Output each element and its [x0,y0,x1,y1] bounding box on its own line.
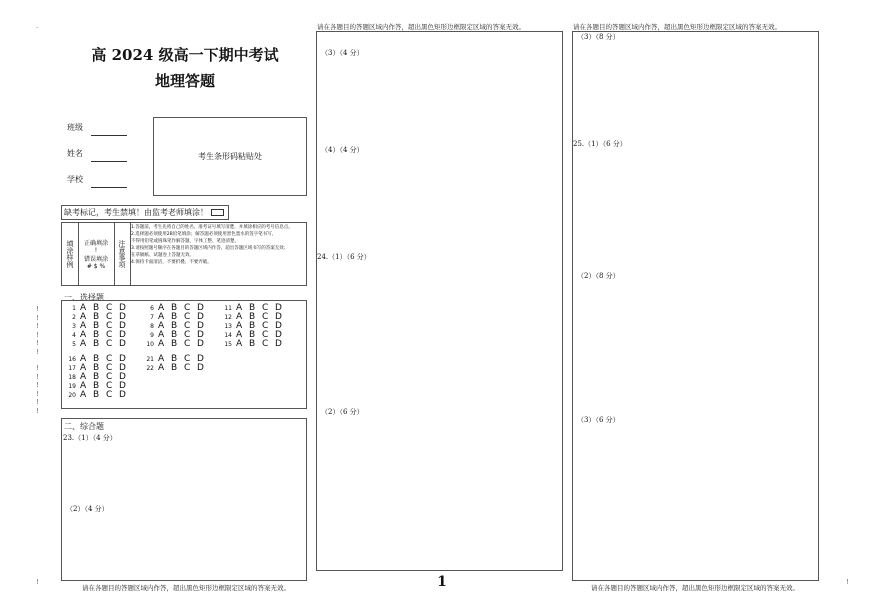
option-bubble-d[interactable]: D [119,354,126,364]
option-bubble-a[interactable]: A [158,312,165,322]
option-bubble-c[interactable]: C [106,339,113,349]
option-bubble-b[interactable]: B [93,381,100,391]
edge-tick-top: . [36,22,39,30]
option-bubble-d[interactable]: D [197,303,204,313]
option-bubble-b[interactable]: B [93,339,100,349]
choice-question-row [64,340,132,349]
q25-part2-label: （2）（8 分） [577,272,620,280]
option-bubble-c[interactable]: C [262,321,269,331]
q24-part3-label: （3）（8 分） [577,33,620,41]
option-bubble-a[interactable]: A [80,354,87,364]
question-number: 2 [72,314,76,321]
question-number: 22 [146,365,154,372]
option-bubble-d[interactable]: D [197,312,204,322]
option-bubble-b[interactable]: B [171,330,178,340]
option-bubble-d[interactable]: D [275,330,282,340]
question-number: 19 [68,383,76,390]
q23-part1-label: 23.（1）（4 分） [63,434,117,442]
option-bubble-d[interactable]: D [119,303,126,313]
option-bubble-a[interactable]: A [80,303,87,313]
question-number: 20 [68,392,76,399]
option-bubble-b[interactable]: B [93,312,100,322]
q23-part3-label: （3）（4 分） [321,49,364,57]
option-bubble-c[interactable]: C [184,330,191,340]
absent-notice: 缺考标记，考生禁填！由监考老师填涂！ [64,208,208,217]
option-bubble-d[interactable]: D [119,312,126,322]
option-bubble-a[interactable]: A [80,381,87,391]
question-number: 6 [150,305,154,312]
question-number: 17 [68,365,76,372]
option-bubble-d[interactable]: D [275,303,282,313]
option-bubble-b[interactable]: B [171,363,178,373]
option-bubble-a[interactable]: A [80,339,87,349]
class-field[interactable] [91,126,127,136]
option-bubble-b[interactable]: B [171,303,178,313]
option-bubble-c[interactable]: C [262,303,269,313]
notes-label: 注意事项 [114,223,131,285]
option-bubble-c[interactable]: C [184,321,191,331]
option-bubble-b[interactable]: B [171,312,178,322]
option-bubble-c[interactable]: C [106,390,113,400]
option-bubble-d[interactable]: D [119,330,126,340]
option-bubble-b[interactable]: B [171,354,178,364]
option-bubble-a[interactable]: A [80,312,87,322]
option-bubble-d[interactable]: D [119,321,126,331]
option-bubble-a[interactable]: A [158,339,165,349]
option-bubble-d[interactable]: D [119,372,126,382]
question-number: 9 [150,332,154,339]
option-bubble-c[interactable]: C [262,330,269,340]
option-bubble-d[interactable]: D [197,330,204,340]
answer-box-col3 [572,31,819,581]
q24-part2-label: （2）（6 分） [321,408,364,416]
option-bubble-a[interactable]: A [158,321,165,331]
question-number: 10 [146,341,154,348]
q25-part1-label: 25.（1）（6 分） [573,140,627,148]
option-bubble-a[interactable]: A [80,372,87,382]
option-bubble-a[interactable]: A [80,363,87,373]
hint-col1-bottom: 请在各题目的答题区域内作答，超出黑色矩形边框限定区域的答案无效。 [82,584,290,592]
question-number: 14 [224,332,232,339]
option-bubble-d[interactable]: D [197,321,204,331]
option-bubble-d[interactable]: D [119,363,126,373]
option-bubble-c[interactable]: C [184,339,191,349]
option-bubble-c[interactable]: C [106,303,113,313]
comprehensive-section-title: 二、综合题 [64,422,104,431]
hint-col3-bottom: 请在各题目的答题区域内作答，超出黑色矩形边框限定区域的答案无效。 [591,584,799,592]
option-bubble-d[interactable]: D [275,321,282,331]
option-bubble-c[interactable]: C [106,381,113,391]
choice-question-row [220,340,288,349]
fill-sample-label: 填涂样例 [62,223,79,285]
option-bubble-b[interactable]: B [93,303,100,313]
question-number: 8 [150,323,154,330]
option-bubble-c[interactable]: C [262,339,269,349]
option-bubble-a[interactable]: A [236,321,243,331]
option-bubble-c[interactable]: C [106,363,113,373]
question-number: 16 [68,356,76,363]
option-bubble-c[interactable]: C [184,354,191,364]
option-bubble-d[interactable]: D [119,339,126,349]
exam-subtitle: 地理答题 [154,72,215,90]
fill-sample-examples: 正确填涂 ! 错误填涂 # $ % [78,223,115,285]
q23-part2-label: （2）（4 分） [66,505,109,513]
fill-instructions [61,222,307,286]
option-bubble-a[interactable]: A [158,330,165,340]
absent-mark-row [61,205,229,220]
answer-box-col2 [316,31,563,571]
option-bubble-d[interactable]: D [197,339,204,349]
option-bubble-a[interactable]: A [80,330,87,340]
question-number: 11 [224,305,232,312]
comprehensive-box-1 [61,418,307,581]
option-bubble-c[interactable]: C [106,330,113,340]
option-bubble-a[interactable]: A [80,321,87,331]
choice-answer-box [61,300,307,409]
edge-tick-bottom-left: ! [36,578,39,586]
absent-checkbox[interactable] [211,209,224,216]
option-bubble-b[interactable]: B [93,321,100,331]
option-bubble-b[interactable]: B [249,303,256,313]
option-bubble-a[interactable]: A [158,303,165,313]
notes-text: 1.答题前，考生先将自己的姓名、准考证号填写清楚，并填涂相应的考号信息点。 2.选择题必须使用2B铅笔填涂；解答题必须使用黑色墨水的签字笔书写， 不得用铅笔或圆珠笔作解答题，字体工整、笔迹清楚。 3.请按照题号顺序在各题目的答题区域内作答，超出答题区域书写的答案无效； 在草稿纸、试题卷上答题无效。 4.保持卡面清洁，不要折叠、不要弄破。 [131,225,293,265]
exam-title: 高 2024 级高一下期中考试 [91,46,279,64]
option-bubble-c[interactable]: C [106,321,113,331]
barcode-area [153,117,307,196]
option-bubble-d[interactable]: D [275,339,282,349]
question-number: 4 [72,332,76,339]
option-bubble-d[interactable]: D [197,363,204,373]
option-bubble-d[interactable]: D [275,312,282,322]
choice-question-row [142,340,210,349]
binding-marks: ! ! ! ! ! ! ! ! ! ! ! ! [36,305,39,415]
choice-section-title: 一、选择题 [64,293,104,302]
question-number: 5 [72,341,76,348]
choice-question-row [64,391,132,400]
option-bubble-c[interactable]: C [262,312,269,322]
option-bubble-b[interactable]: B [249,312,256,322]
option-bubble-b[interactable]: B [93,372,100,382]
option-bubble-c[interactable]: C [106,354,113,364]
option-bubble-c[interactable]: C [106,372,113,382]
school-label: 学校 [67,175,83,184]
question-number: 12 [224,314,232,321]
question-number: 1 [72,305,76,312]
option-bubble-b[interactable]: B [249,330,256,340]
barcode-label: 考生条形码粘贴处 [198,152,262,161]
option-bubble-b[interactable]: B [93,330,100,340]
option-bubble-d[interactable]: D [119,381,126,391]
hint-col2-top: 请在各题目的答题区域内作答，超出黑色矩形边框限定区域的答案无效。 [317,23,525,31]
question-number: 15 [224,341,232,348]
question-number: 18 [68,374,76,381]
option-bubble-a[interactable]: A [236,312,243,322]
option-bubble-b[interactable]: B [93,363,100,373]
option-bubble-b[interactable]: B [249,339,256,349]
option-bubble-c[interactable]: C [184,363,191,373]
edge-tick-bottom-right: ! [846,578,849,586]
option-bubble-b[interactable]: B [93,390,100,400]
page-number: 1 [437,574,447,590]
option-bubble-b[interactable]: B [171,339,178,349]
option-bubble-c[interactable]: C [106,312,113,322]
option-bubble-c[interactable]: C [184,303,191,313]
q25-part3-label: （3）（6 分） [577,416,620,424]
question-number: 13 [224,323,232,330]
question-number: 7 [150,314,154,321]
school-field[interactable] [91,178,127,188]
option-bubble-c[interactable]: C [184,312,191,322]
choice-question-row [142,364,210,373]
question-number: 21 [146,356,154,363]
option-bubble-a[interactable]: A [158,354,165,364]
option-bubble-b[interactable]: B [249,321,256,331]
option-bubble-b[interactable]: B [171,321,178,331]
option-bubble-a[interactable]: A [236,303,243,313]
option-bubble-d[interactable]: D [197,354,204,364]
hint-col3-top: 请在各题目的答题区域内作答，超出黑色矩形边框限定区域的答案无效。 [573,23,781,31]
q23-part4-label: （4）（4 分） [321,146,364,154]
name-label: 姓名 [67,149,83,158]
option-bubble-a[interactable]: A [236,339,243,349]
option-bubble-d[interactable]: D [119,390,126,400]
option-bubble-a[interactable]: A [158,363,165,373]
option-bubble-b[interactable]: B [93,354,100,364]
class-label: 班级 [67,123,83,132]
question-number: 3 [72,323,76,330]
q24-part1-label: 24.（1）（6 分） [317,253,371,261]
name-field[interactable] [91,152,127,162]
option-bubble-a[interactable]: A [80,390,87,400]
option-bubble-a[interactable]: A [236,330,243,340]
